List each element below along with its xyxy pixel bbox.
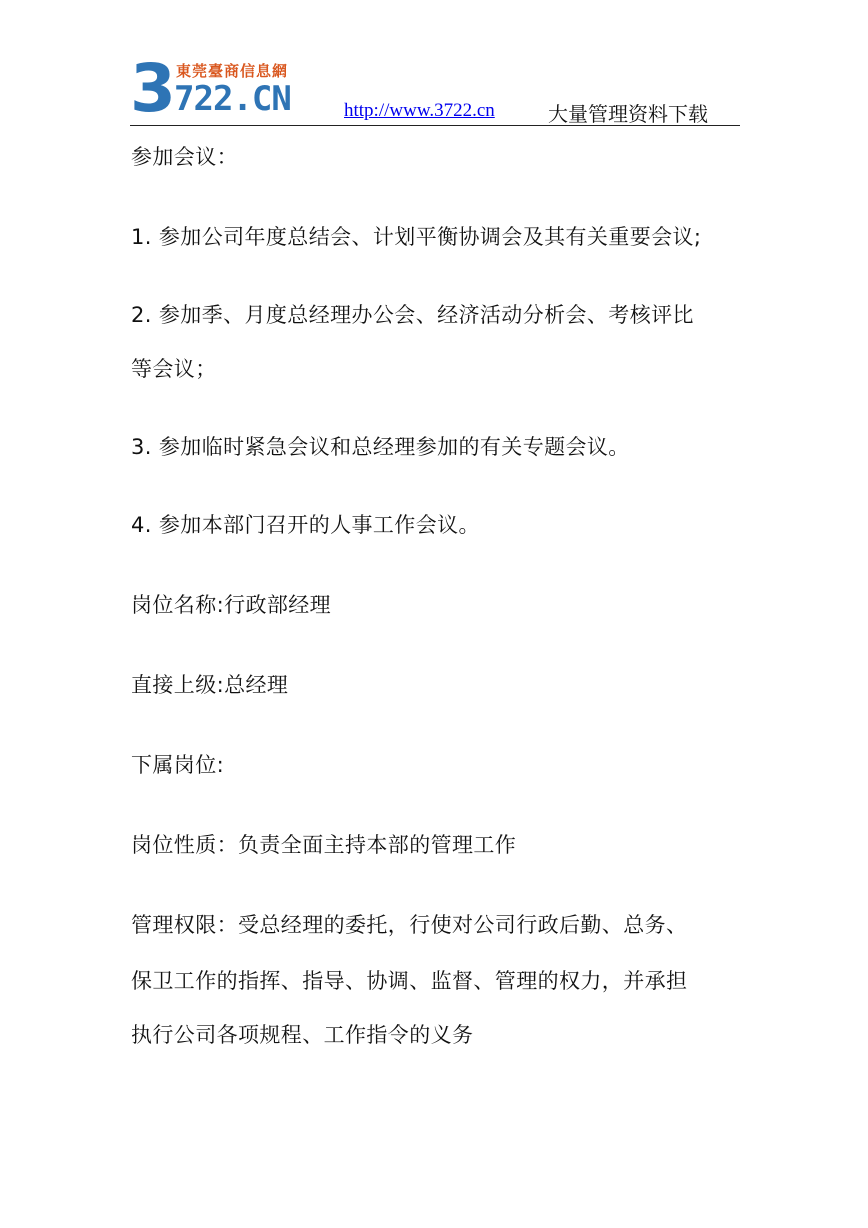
text-line: 1. 参加公司年度总结会、计划平衡协调会及其有关重要会议;	[131, 225, 702, 249]
text-line: 等会议；	[131, 357, 217, 381]
header-tagline: 大量管理资料下载	[548, 102, 708, 126]
text-line: 岗位名称:行政部经理	[131, 593, 332, 617]
site-logo[interactable]	[130, 50, 330, 127]
logo-digit: 3	[130, 50, 176, 127]
text-line: 2. 参加季、月度总经理办公会、经济活动分析会、考核评比	[131, 303, 694, 327]
text-line: 下属岗位:	[131, 753, 225, 777]
text-line: 保卫工作的指挥、指导、协调、监督、管理的权力，并承担	[131, 969, 688, 993]
text-line: 岗位性质：负责全面主持本部的管理工作	[131, 833, 517, 857]
text-line: 管理权限：受总经理的委托，行使对公司行政后勤、总务、	[131, 913, 688, 937]
logo-domain: 722.CN	[174, 79, 291, 119]
text-line: 执行公司各项规程、工作指令的义务	[131, 1023, 474, 1047]
header-divider	[130, 125, 740, 126]
text-line: 参加会议：	[131, 145, 238, 169]
page-header	[130, 50, 740, 128]
text-line: 3. 参加临时紧急会议和总经理参加的有关专题会议。	[131, 435, 630, 459]
text-line: 直接上级:总经理	[131, 673, 289, 697]
text-line: 4. 参加本部门召开的人事工作会议。	[131, 513, 480, 537]
logo-site-name: 東莞臺商信息網	[176, 62, 289, 80]
site-url-link[interactable]: http://www.3722.cn	[344, 100, 495, 121]
